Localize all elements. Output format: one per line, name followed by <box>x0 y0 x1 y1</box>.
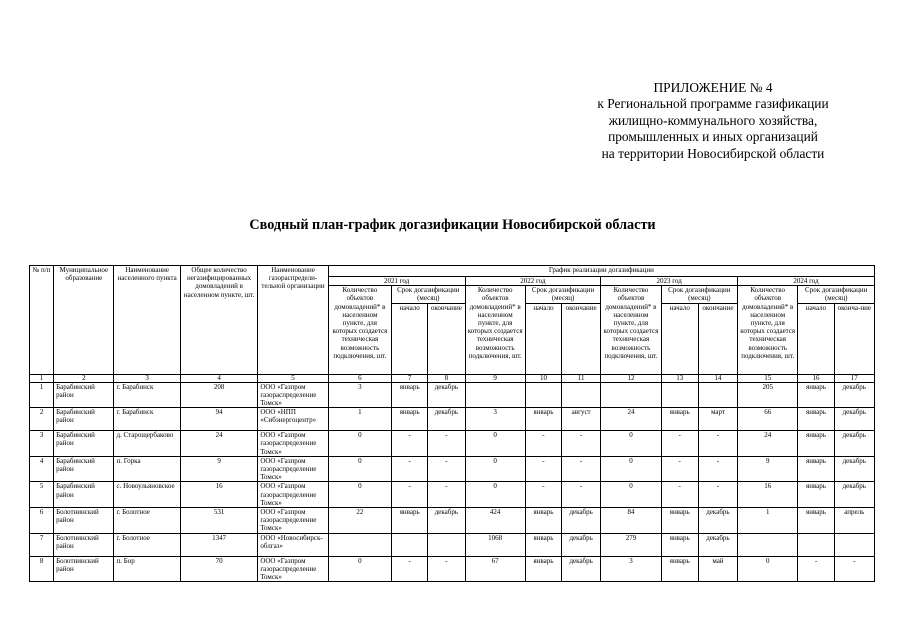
table-cell: 2 <box>30 408 54 431</box>
table-cell: - <box>392 456 428 482</box>
table-cell: ООО «Новосибирск-облгаз» <box>258 533 328 556</box>
table-cell: 70 <box>180 556 257 582</box>
header-settlement: Наименование населенного пункта <box>114 266 180 375</box>
table-cell <box>661 382 698 408</box>
column-number: 7 <box>392 374 428 382</box>
column-number: 9 <box>465 374 525 382</box>
table-cell: декабрь <box>428 408 465 431</box>
table-row <box>30 382 875 408</box>
table-cell: январь <box>392 382 428 408</box>
header-end-2021: окончание <box>428 303 465 374</box>
table-cell: г. Болотное <box>114 533 180 556</box>
table-cell: январь <box>661 508 698 534</box>
table-cell: 0 <box>328 431 391 457</box>
table-cell: 16 <box>738 482 798 508</box>
column-number: 11 <box>562 374 601 382</box>
column-number: 13 <box>661 374 698 382</box>
appendix-line: к Региональной программе газификации <box>597 96 829 112</box>
table-cell: - <box>392 556 428 582</box>
table-cell: ООО «Газпром газораспределение Томск» <box>258 508 328 534</box>
column-number: 4 <box>180 374 257 382</box>
table-cell: декабрь <box>562 556 601 582</box>
table-cell: - <box>798 556 834 582</box>
table-cell: 0 <box>601 482 661 508</box>
table-cell: Болотнинский район <box>54 508 114 534</box>
column-number: 14 <box>698 374 737 382</box>
header-municipality: Муниципальное образование <box>54 266 114 375</box>
table-cell: - <box>525 456 561 482</box>
table-cell: январь <box>798 456 834 482</box>
appendix-line: на территории Новосибирской области <box>601 145 825 161</box>
table-cell: - <box>562 456 601 482</box>
table-cell: 9 <box>180 456 257 482</box>
table-cell: 0 <box>465 456 525 482</box>
table-cell: 531 <box>180 508 257 534</box>
table-cell: - <box>562 431 601 457</box>
table-cell: январь <box>661 533 698 556</box>
table-cell: - <box>562 482 601 508</box>
table-cell: г. Барабинск <box>114 382 180 408</box>
table-cell: 0 <box>328 456 391 482</box>
table-cell: д. Старощербаково <box>114 431 180 457</box>
column-number: 17 <box>834 374 874 382</box>
header-start-2022: начало <box>525 303 561 374</box>
header-term-2023: Срок догазификации (месяц) <box>661 286 737 303</box>
table-cell <box>698 382 737 408</box>
column-number: 16 <box>798 374 834 382</box>
table-cell: Болотнинский район <box>54 533 114 556</box>
table-cell: 66 <box>738 408 798 431</box>
table-cell: - <box>392 482 428 508</box>
table-cell: декабрь <box>698 508 737 534</box>
header-year-2021: 2021 год <box>328 277 465 286</box>
header-count-2021: Количество объектов домовладений* в населенном пункте, для которых создается техническая возможность подключения, шт. <box>328 286 391 374</box>
header-term-2022: Срок догазификации (месяц) <box>525 286 600 303</box>
header-start-2024: начало <box>798 303 834 374</box>
header-term-2021: Срок догазификации (месяц) <box>392 286 465 303</box>
table-cell <box>798 533 834 556</box>
table-cell: - <box>661 456 698 482</box>
table-cell <box>328 533 391 556</box>
table-cell: 9 <box>738 456 798 482</box>
table-cell: Барабинский район <box>54 456 114 482</box>
table-cell: январь <box>392 508 428 534</box>
table-row <box>30 508 875 534</box>
table-cell: 7 <box>30 533 54 556</box>
table-cell: Барабинский район <box>54 382 114 408</box>
appendix-line: жилищно-коммунального хозяйства, <box>608 112 818 128</box>
table-cell <box>738 533 798 556</box>
table-cell <box>428 533 465 556</box>
column-number-row <box>30 374 875 382</box>
table-row <box>30 456 875 482</box>
header-start-2021: начало <box>392 303 428 374</box>
table-cell: 0 <box>465 431 525 457</box>
table-cell: 0 <box>465 482 525 508</box>
table-cell: - <box>661 431 698 457</box>
appendix-line: промышленных и иных организаций <box>608 129 818 145</box>
column-number: 15 <box>738 374 798 382</box>
header-end-2022: окончание <box>562 303 601 374</box>
table-cell: - <box>834 556 874 582</box>
table-cell: 84 <box>601 508 661 534</box>
table-cell: 6 <box>30 508 54 534</box>
header-total-households: Общее количество негазифицированных домовладений в населенном пункте, шт. <box>180 266 257 375</box>
table-cell: - <box>698 431 737 457</box>
appendix-line: ПРИЛОЖЕНИЕ № 4 <box>653 80 773 95</box>
table-cell <box>525 382 561 408</box>
table-cell: - <box>428 556 465 582</box>
table-cell: Барабинский район <box>54 408 114 431</box>
table-cell: январь <box>798 482 834 508</box>
table-cell: - <box>698 482 737 508</box>
table-cell: 24 <box>738 431 798 457</box>
table-cell: - <box>698 456 737 482</box>
table-cell: ООО «Газпром газораспределение Томск» <box>258 431 328 457</box>
table-cell: 16 <box>180 482 257 508</box>
table-cell: 0 <box>601 431 661 457</box>
table-row <box>30 482 875 508</box>
table-row <box>30 533 875 556</box>
table-cell: май <box>698 556 737 582</box>
table-cell: - <box>661 482 698 508</box>
table-cell: декабрь <box>428 382 465 408</box>
table-cell: март <box>698 408 737 431</box>
table-cell: 24 <box>601 408 661 431</box>
column-number: 3 <box>114 374 180 382</box>
header-start-2023: начало <box>661 303 698 374</box>
header-count-2023: Количество объектов домовладений* в населенном пункте, для которых создается техническая возможность подключения, шт. <box>601 286 661 374</box>
header-organization: Наименование газораспредели-тельной организации <box>258 266 328 375</box>
appendix-header <box>563 80 863 162</box>
table-cell: декабрь <box>834 456 874 482</box>
table-cell: Барабинский район <box>54 431 114 457</box>
table-cell: 0 <box>328 482 391 508</box>
table-cell: январь <box>525 408 561 431</box>
table-cell: ООО «Газпром газораспределение Томск» <box>258 482 328 508</box>
column-number: 5 <box>258 374 328 382</box>
table-cell: январь <box>525 508 561 534</box>
table-cell: январь <box>798 431 834 457</box>
column-number: 10 <box>525 374 561 382</box>
table-cell: 22 <box>328 508 391 534</box>
table-cell <box>465 382 525 408</box>
table-cell: 8 <box>30 556 54 582</box>
table-cell: декабрь <box>834 431 874 457</box>
column-number: 2 <box>54 374 114 382</box>
table-cell: Барабинский район <box>54 482 114 508</box>
gasification-schedule-table <box>29 265 875 582</box>
table-cell <box>392 533 428 556</box>
table-row <box>30 431 875 457</box>
table-cell: январь <box>392 408 428 431</box>
header-row <box>30 266 875 277</box>
table-cell: 3 <box>465 408 525 431</box>
table-cell: 94 <box>180 408 257 431</box>
table-cell: 424 <box>465 508 525 534</box>
header-schedule: График реализации догазификации <box>328 266 874 277</box>
table-cell: г. Барабинск <box>114 408 180 431</box>
header-year-2023: 2023 год <box>601 277 738 286</box>
table-cell: г. Болотное <box>114 508 180 534</box>
table-cell: Болотнинский район <box>54 556 114 582</box>
table-cell: 3 <box>601 556 661 582</box>
table-cell: 205 <box>738 382 798 408</box>
table-cell: 1 <box>328 408 391 431</box>
table-cell: ООО «НПП «Сибэнергоцентр» <box>258 408 328 431</box>
table-cell: п. Бор <box>114 556 180 582</box>
table-cell <box>562 382 601 408</box>
table-cell: - <box>428 456 465 482</box>
table-cell: январь <box>798 508 834 534</box>
table-cell: декабрь <box>428 508 465 534</box>
table-cell: 0 <box>328 556 391 582</box>
table-cell: 4 <box>30 456 54 482</box>
table-cell: август <box>562 408 601 431</box>
table-cell: 1068 <box>465 533 525 556</box>
table-cell: 3 <box>30 431 54 457</box>
table-cell: январь <box>525 533 561 556</box>
table-cell: январь <box>798 408 834 431</box>
header-count-2024: Количество объектов домовладений* в населенном пункте, для которых создается техническая возможность подключения, шт. <box>738 286 798 374</box>
header-term-2024: Срок догазификации (месяц) <box>798 286 875 303</box>
table-cell: январь <box>798 382 834 408</box>
table-cell: - <box>428 431 465 457</box>
column-number: 6 <box>328 374 391 382</box>
table-cell: декабрь <box>698 533 737 556</box>
column-number: 1 <box>30 374 54 382</box>
column-number: 12 <box>601 374 661 382</box>
table-row <box>30 408 875 431</box>
table-cell: п. Горка <box>114 456 180 482</box>
table-cell: 1 <box>738 508 798 534</box>
table-cell: ООО «Газпром газораспределение Томск» <box>258 556 328 582</box>
table-cell <box>601 382 661 408</box>
table-cell: декабрь <box>562 508 601 534</box>
column-number: 8 <box>428 374 465 382</box>
header-end-2023: окончание <box>698 303 737 374</box>
page-title: Сводный план-график догазификации Новосибирской области <box>249 217 656 233</box>
table-cell: 5 <box>30 482 54 508</box>
table-cell: 3 <box>328 382 391 408</box>
table-cell: - <box>525 482 561 508</box>
table-cell: ООО «Газпром газораспределение Томск» <box>258 456 328 482</box>
header-num: № п/п <box>30 266 54 375</box>
table-cell: 279 <box>601 533 661 556</box>
header-year-2022: 2022 год <box>465 277 601 286</box>
table-cell <box>834 533 874 556</box>
header-year-2024: 2024 год <box>738 277 875 286</box>
table-cell: декабрь <box>834 482 874 508</box>
header-end-2024: оконча-ние <box>834 303 874 374</box>
table-cell: декабрь <box>834 382 874 408</box>
table-cell: 1 <box>30 382 54 408</box>
table-cell: апрель <box>834 508 874 534</box>
table-cell: с. Новоульяновское <box>114 482 180 508</box>
table-cell: декабрь <box>834 408 874 431</box>
table-cell: - <box>525 431 561 457</box>
table-cell: 67 <box>465 556 525 582</box>
table-cell: 24 <box>180 431 257 457</box>
table-cell: 0 <box>738 556 798 582</box>
table-cell: январь <box>525 556 561 582</box>
header-count-2022: Количество объектов домовладений* в населенном пункте, для которых создается техническая возможность подключения, шт. <box>465 286 525 374</box>
table-cell: - <box>428 482 465 508</box>
table-cell: - <box>392 431 428 457</box>
table-cell: январь <box>661 408 698 431</box>
table-row <box>30 556 875 582</box>
table-cell: декабрь <box>562 533 601 556</box>
table-cell: январь <box>661 556 698 582</box>
table-cell: ООО «Газпром газораспределение Томск» <box>258 382 328 408</box>
table-cell: 208 <box>180 382 257 408</box>
table-cell: 0 <box>601 456 661 482</box>
table-cell: 1347 <box>180 533 257 556</box>
